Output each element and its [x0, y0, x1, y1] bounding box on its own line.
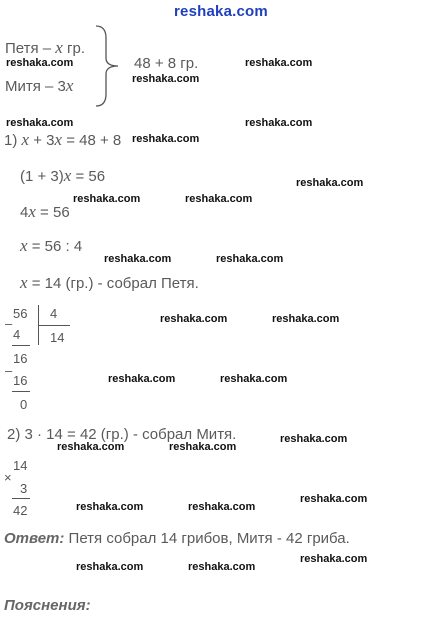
- watermark: reshaka.com: [188, 501, 256, 513]
- watermark: reshaka.com: [132, 133, 200, 145]
- watermark: reshaka.com: [160, 313, 228, 325]
- watermark: reshaka.com: [300, 493, 368, 505]
- given-petya: [5, 38, 85, 58]
- watermark: reshaka.com: [296, 177, 364, 189]
- mult-rule: [12, 498, 30, 499]
- watermark: reshaka.com: [280, 433, 348, 445]
- answer-label: Ответ:: [4, 530, 65, 547]
- watermark: reshaka.com: [132, 73, 200, 85]
- site-header: reshaka.com: [174, 3, 268, 20]
- mult-sign: ×: [4, 470, 12, 485]
- given-mitya-text: Митя – 3: [5, 78, 66, 95]
- curly-brace: [88, 24, 128, 108]
- explanations-label: Пояснения:: [4, 597, 91, 614]
- watermark: reshaka.com: [300, 553, 368, 565]
- expr: (1 + 3): [20, 168, 64, 185]
- var: x: [21, 130, 30, 149]
- watermark: reshaka.com: [169, 441, 237, 453]
- division-quotient-rule: [38, 325, 70, 326]
- division-quotient: 14: [50, 330, 65, 345]
- watermark: reshaka.com: [6, 117, 74, 129]
- var: x: [63, 166, 72, 185]
- expr: + 3: [29, 132, 55, 149]
- division-minus-1: –: [5, 316, 13, 331]
- step1-line3: [20, 202, 70, 222]
- division-rem2: 0: [20, 397, 28, 412]
- given-petya-var: x: [55, 38, 63, 57]
- expr: 4: [20, 204, 29, 221]
- given-mitya-var: x: [65, 76, 74, 95]
- answer-line: [4, 530, 350, 547]
- watermark: reshaka.com: [272, 313, 340, 325]
- watermark: reshaka.com: [73, 193, 141, 205]
- given-petya-unit: гр.: [62, 40, 85, 57]
- division-minus-2: –: [5, 363, 13, 378]
- division-rem1: 16: [13, 351, 28, 366]
- watermark: reshaka.com: [108, 373, 176, 385]
- var: x: [20, 236, 28, 255]
- watermark: reshaka.com: [220, 373, 288, 385]
- watermark: reshaka.com: [6, 57, 74, 69]
- expr: = 14 (гр.) - собрал Петя.: [27, 275, 199, 292]
- answer-text: Петя собрал 14 грибов, Митя - 42 гриба.: [64, 530, 350, 547]
- given-total: 48 + 8 гр.: [134, 55, 199, 72]
- watermark: reshaka.com: [76, 501, 144, 513]
- mult-top: 14: [13, 458, 28, 473]
- step2-line: 2) 3 · 14 = 42 (гр.) - собрал Митя.: [7, 426, 237, 443]
- step1-label: 1): [4, 132, 22, 149]
- step1-line1: [4, 130, 121, 150]
- expr: = 56: [35, 204, 70, 221]
- step1-line2: [20, 166, 105, 186]
- division-rule-2: [12, 391, 30, 392]
- mult-result: 42: [13, 503, 28, 518]
- division-dividend: 56: [13, 306, 28, 321]
- var: x: [54, 130, 63, 149]
- division-rule-1: [12, 345, 30, 346]
- given-petya-text: Петя –: [5, 40, 56, 57]
- var: x: [20, 273, 28, 292]
- step1-line4: [20, 236, 82, 256]
- watermark: reshaka.com: [76, 561, 144, 573]
- var: x: [28, 202, 36, 221]
- watermark: reshaka.com: [245, 57, 313, 69]
- division-sub2: 16: [13, 373, 28, 388]
- watermark: reshaka.com: [245, 117, 313, 129]
- step1-line5: [20, 273, 199, 293]
- expr: = 48 + 8: [62, 132, 122, 149]
- expr: = 56 : 4: [27, 238, 83, 255]
- watermark: reshaka.com: [185, 193, 253, 205]
- watermark: reshaka.com: [216, 253, 284, 265]
- mult-bottom: 3: [20, 481, 28, 496]
- division-divisor: 4: [50, 306, 58, 321]
- watermark: reshaka.com: [104, 253, 172, 265]
- watermark: reshaka.com: [57, 441, 125, 453]
- watermark: reshaka.com: [188, 561, 256, 573]
- given-mitya: [5, 76, 73, 96]
- division-sub1: 4: [13, 327, 21, 342]
- expr: = 56: [71, 168, 106, 185]
